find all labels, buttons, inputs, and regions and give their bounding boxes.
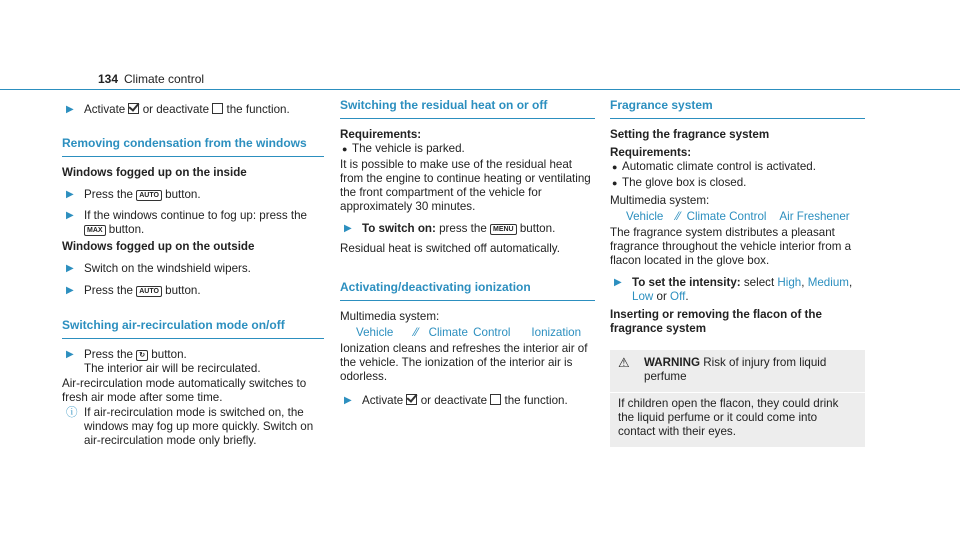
climate-icon: ⁄⁄: [676, 210, 681, 223]
arrow-icon: ▶: [344, 395, 352, 406]
column-1: [62, 98, 324, 448]
step-switch-on: ▶ To switch on: press the MENU button.: [340, 222, 595, 236]
recirculation-button-icon: ↻: [136, 350, 148, 361]
requirement-item: ● Automatic climate control is activated.: [612, 160, 816, 173]
auto-button-icon: AUTO: [136, 190, 162, 201]
warning-header: ⚠ WARNING Risk of injury from liquid perfume: [618, 355, 827, 383]
multimedia-label: Multimedia system:: [610, 194, 710, 207]
requirement-item: ● The glove box is closed.: [612, 176, 747, 189]
checkbox-empty-icon: [490, 394, 501, 405]
arrow-icon: ▶: [614, 277, 622, 288]
arrow-icon: ▶: [66, 104, 74, 115]
step-max: ▶ If the windows continue to fog up: press the MAX button.: [62, 209, 324, 237]
multimedia-label: Multimedia system:: [340, 310, 440, 323]
option-high: High: [777, 276, 802, 289]
menu-path-ionization: Vehicle ⁄⁄ Climate Control Ionization: [356, 326, 582, 339]
step-auto-2: ▶ Press the AUTO button.: [62, 284, 324, 298]
requirement-item: ● The vehicle is parked.: [342, 142, 465, 155]
step-wipers: ▶ Switch on the windshield wipers.: [62, 262, 324, 276]
column-3: [610, 98, 865, 447]
auto-button-icon: AUTO: [136, 286, 162, 297]
step-auto-1: ▶ Press the AUTO button.: [62, 188, 324, 202]
climate-icon: ⁄⁄: [414, 326, 419, 339]
activate-step: ▶ Activate or deactivate the function.: [62, 103, 324, 117]
arrow-icon: ▶: [66, 189, 74, 200]
max-defrost-button-icon: MAX: [84, 225, 106, 236]
subheading-flacon: Inserting or removing the flacon of the fragrance system: [610, 308, 822, 335]
bullet-icon: ●: [342, 144, 348, 154]
arrow-icon: ▶: [66, 263, 74, 274]
column-2: [340, 98, 595, 408]
subheading-outside: Windows fogged up on the outside: [62, 240, 255, 253]
bullet-icon: ●: [612, 162, 618, 172]
arrow-icon: ▶: [66, 210, 74, 221]
section-title-residual-heat: Switching the residual heat on or off: [340, 98, 595, 119]
residual-heat-paragraph: It is possible to make use of the residual heat from the engine to continue heating or ventilating the front compartment of the vehicle for approximately 30 minutes.: [340, 158, 591, 213]
arrow-icon: ▶: [66, 285, 74, 296]
arrow-icon: ▶: [344, 223, 352, 234]
checkbox-checked-icon: [128, 103, 139, 114]
step-ionization-activate: ▶ Activate or deactivate the function.: [340, 394, 595, 408]
section-title-fragrance: Fragrance system: [610, 98, 865, 119]
warning-divider: [610, 392, 865, 393]
residual-heat-off-text: Residual heat is switched off automatically.: [340, 242, 560, 255]
warning-body: If children open the flacon, they could drink the liquid perfume or it could come into contact with their eyes.: [618, 397, 839, 438]
subheading-setting-fragrance: Setting the fragrance system: [610, 128, 770, 141]
step-set-intensity: ▶ To set the intensity: select High, Medium, Low or Off.: [610, 276, 865, 304]
header-rule: [0, 89, 960, 90]
bullet-icon: ●: [612, 178, 618, 188]
checkbox-empty-icon: [212, 103, 223, 114]
section-title-recirculation: Switching air-recirculation mode on/off: [62, 318, 324, 339]
info-note: ⓘ If air-recirculation mode is switched on, the windows may fog up more quickly. Switch on air-recirculation mode only briefly.: [62, 406, 324, 448]
checkbox-checked-icon: [406, 394, 417, 405]
recirc-paragraph: Air-recirculation mode automatically switches to fresh air mode after some time.: [62, 377, 307, 404]
option-off: Off: [670, 290, 686, 303]
warning-icon: ⚠: [618, 355, 630, 370]
subheading-inside: Windows fogged up on the inside: [62, 166, 247, 179]
running-title: Climate control: [124, 72, 205, 86]
section-title-condensation: Removing condensation from the windows: [62, 136, 324, 157]
ionization-paragraph: Ionization cleans and refreshes the interior air of the vehicle. The ionization of the interior air is odorless.: [340, 342, 588, 383]
fragrance-paragraph: The fragrance system distributes a pleasant fragrance throughout the vehicle interior from a flacon located in the glove box.: [610, 226, 852, 267]
requirements-label: Requirements:: [340, 128, 422, 141]
arrow-icon: ▶: [66, 349, 74, 360]
info-icon: ⓘ: [66, 406, 78, 419]
section-title-ionization: Activating/deactivating ionization: [340, 280, 595, 301]
option-low: Low: [632, 290, 654, 303]
step-recirc: ▶ Press the ↻ button. The interior air will be recirculated.: [62, 348, 324, 376]
menu-button-icon: MENU: [490, 224, 517, 235]
option-medium: Medium: [807, 276, 849, 289]
requirements-label: Requirements:: [610, 146, 692, 159]
warning-box: [610, 350, 865, 447]
menu-path-fragrance: Vehicle ⁄⁄ Climate Control Air Freshener: [626, 210, 850, 223]
page-number: 134: [98, 72, 119, 86]
